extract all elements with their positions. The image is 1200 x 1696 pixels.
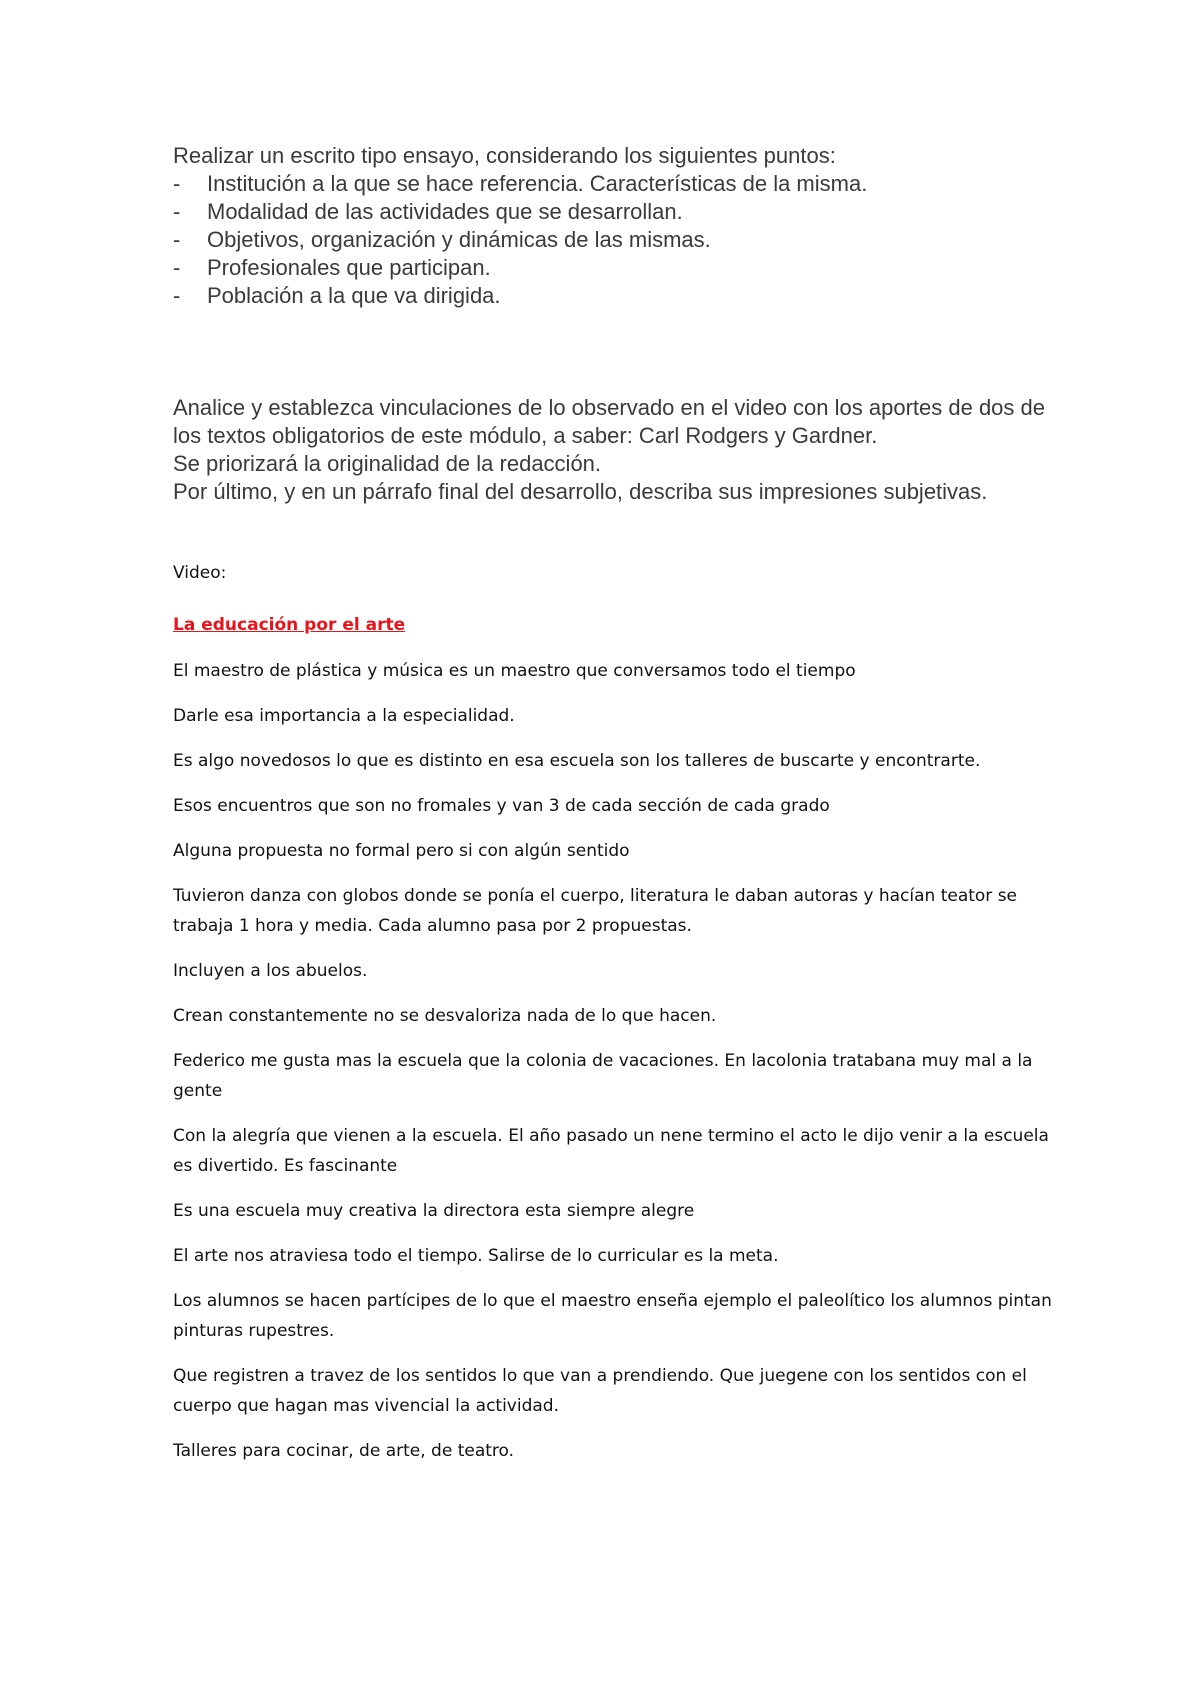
dash-bullet: - [173, 255, 181, 280]
assignment-block [173, 142, 1053, 310]
assignment-intro: Realizar un escrito tipo ensayo, considerando los siguientes puntos: [173, 143, 836, 168]
note-paragraph: Darle esa importancia a la especialidad. [173, 706, 515, 726]
note-paragraph: Tuvieron danza con globos donde se ponía el cuerpo, literatura le daban autoras y hacían teator se trabaja 1 hora y media. Cada alumno pasa por 2 propuestas. [173, 886, 1018, 936]
note-paragraph: El maestro de plástica y música es un maestro que conversamos todo el tiempo [173, 661, 856, 681]
note-paragraph: El arte nos atraviesa todo el tiempo. Salirse de lo curricular es la meta. [173, 1246, 779, 1266]
note-paragraph: Es algo novedosos lo que es distinto en esa escuela son los talleres de buscarte y encontrarte. [173, 751, 981, 771]
list-item: - Población a la que va dirigida. [173, 283, 501, 308]
note-paragraph: Los alumnos se hacen partícipes de lo que el maestro enseña ejemplo el paleolítico los alumnos pintan pinturas rupestres. [173, 1291, 1052, 1341]
note-paragraph: Con la alegría que vienen a la escuela. El año pasado un nene termino el acto le dijo venir a la escuela es divertido. Es fascinante [173, 1126, 1049, 1176]
list-item: - Modalidad de las actividades que se desarrollan. [173, 199, 683, 224]
list-item: - Objetivos, organización y dinámicas de las mismas. [173, 227, 711, 252]
document-content [173, 142, 1053, 1481]
instructions-block [173, 394, 1053, 506]
video-title: La educación por el arte [173, 615, 406, 635]
list-item: - Profesionales que participan. [173, 255, 491, 280]
note-paragraph: Talleres para cocinar, de arte, de teatro. [173, 1441, 515, 1461]
instruction-paragraph: Analice y establezca vinculaciones de lo observado en el video con los aportes de dos de los textos obligatorios de este módulo, a saber: Carl Rodgers y Gardner. [173, 395, 1045, 448]
list-item: - Institución a la que se hace referencia. Características de la misma. [173, 171, 868, 196]
dash-bullet: - [173, 199, 181, 224]
note-paragraph: Crean constantemente no se desvaloriza nada de lo que hacen. [173, 1006, 717, 1026]
note-paragraph: Incluyen a los abuelos. [173, 961, 368, 981]
note-paragraph: Es una escuela muy creativa la directora esta siempre alegre [173, 1201, 695, 1221]
instruction-paragraph: Por último, y en un párrafo final del desarrollo, describa sus impresiones subjetivas. [173, 479, 988, 504]
dash-bullet: - [173, 283, 181, 308]
assignment-points-list [173, 170, 1053, 310]
dash-bullet: - [173, 227, 181, 252]
note-paragraph: Que registren a travez de los sentidos lo que van a prendiendo. Que juegene con los sentidos con el cuerpo que hagan mas vivencial la actividad. [173, 1366, 1027, 1416]
dash-bullet: - [173, 171, 181, 196]
video-label: Video: [173, 563, 227, 583]
video-notes [173, 558, 1053, 1466]
instruction-paragraph: Se priorizará la originalidad de la redacción. [173, 451, 602, 476]
note-paragraph: Esos encuentros que son no fromales y van 3 de cada sección de cada grado [173, 796, 830, 816]
note-paragraph: Alguna propuesta no formal pero si con algún sentido [173, 841, 630, 861]
note-paragraph: Federico me gusta mas la escuela que la colonia de vacaciones. En lacolonia tratabana muy mal a la gente [173, 1051, 1033, 1101]
